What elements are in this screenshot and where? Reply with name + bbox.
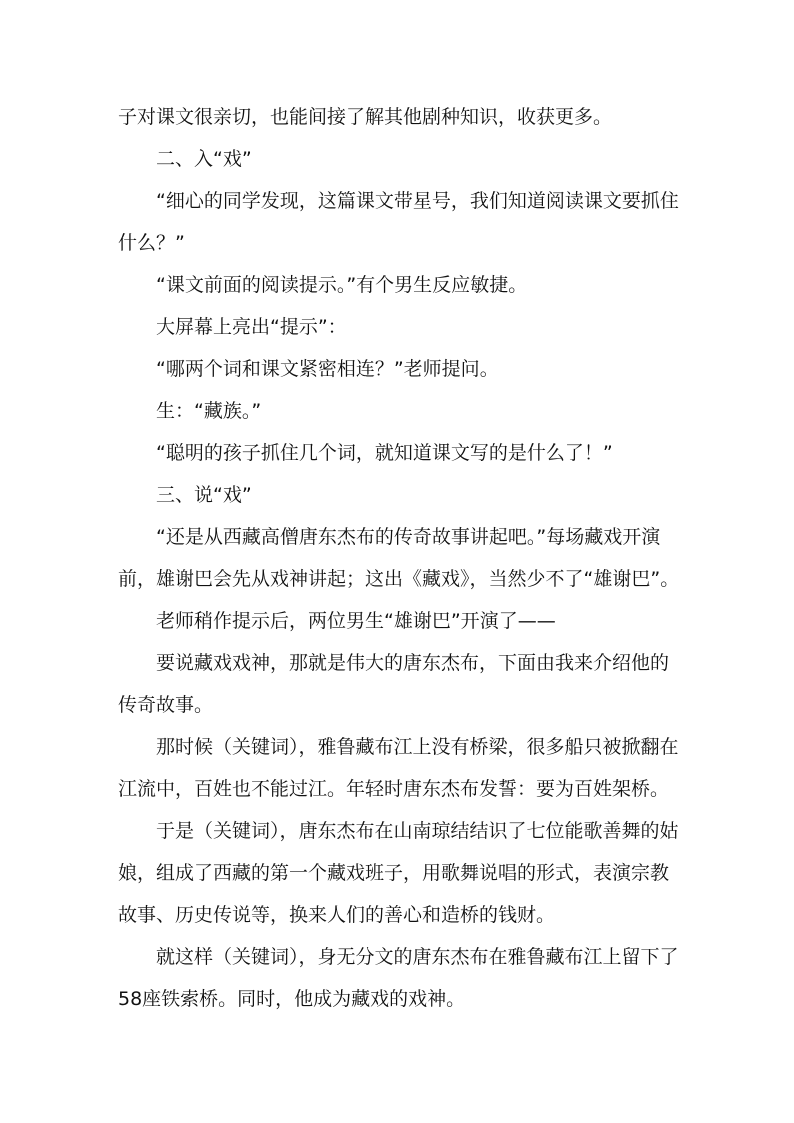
paragraph-praise: “聪明的孩子抓住几个词，就知道课文写的是什么了！” <box>156 442 613 464</box>
paragraph-drama-god: 要说藏戏戏神，那就是伟大的唐东杰布，下面由我来介绍他的传奇故事。 <box>118 652 670 716</box>
paragraph-student-answer: “课文前面的阅读提示。”有个男生反应敏捷。 <box>156 274 528 296</box>
section-heading-enter-drama: 二、入“戏” <box>156 148 252 170</box>
paragraph-continuation: 子对课文很亲切，也能间接了解其他剧种知识，收获更多。 <box>118 106 613 128</box>
paragraph-student-reply: 生：“藏族。” <box>156 400 262 422</box>
paragraph-teacher-asks: “哪两个词和课文紧密相连？”老师提问。 <box>156 358 499 380</box>
paragraph-keyword-thus: 就这样（关键词），身无分文的唐东杰布在雅鲁藏布江上留下了58座铁索桥。同时，他成为藏戏的戏神。 <box>118 946 679 1010</box>
paragraph-performance-start: 老师稍作提示后，两位男生“雄谢巴”开演了—— <box>156 610 556 632</box>
section-heading-tell-drama: 三、说“戏” <box>156 484 252 506</box>
paragraph-teacher-question: “细心的同学发现，这篇课文带星号，我们知道阅读课文要抓住什么？” <box>118 190 679 254</box>
paragraph-screen-hint: 大屏幕上亮出“提示”： <box>156 316 347 338</box>
document-page <box>118 96 684 1020</box>
paragraph-story-intro: “还是从西藏高僧唐东杰布的传奇故事讲起吧。”每场藏戏开演前，雄谢巴会先从戏神讲起；这出《藏戏》，当然少不了“雄谢巴”。 <box>118 526 680 590</box>
paragraph-keyword-then: 那时候（关键词），雅鲁藏布江上没有桥梁，很多船只被掀翻在江流中，百姓也不能过江。年轻时唐东杰布发誓：要为百姓架桥。 <box>118 736 679 800</box>
paragraph-keyword-so: 于是（关键词），唐东杰布在山南琼结结识了七位能歌善舞的姑娘，组成了西藏的第一个藏戏班子，用歌舞说唱的形式，表演宗教故事、历史传说等，换来人们的善心和造桥的钱财。 <box>118 820 679 926</box>
